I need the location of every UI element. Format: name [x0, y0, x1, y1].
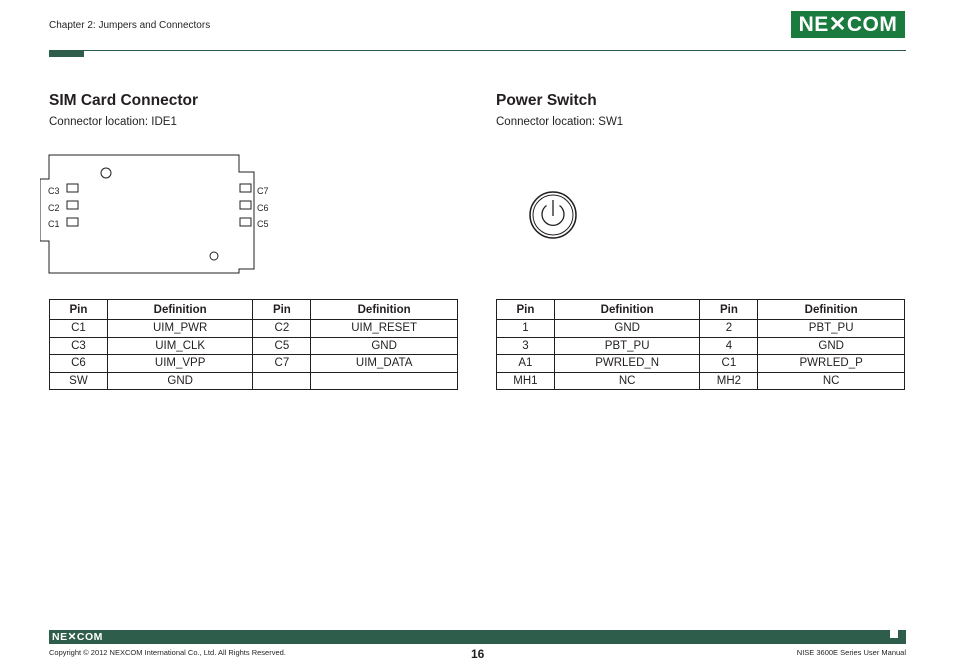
sim-pin-table: [49, 299, 458, 390]
table-row: [497, 337, 905, 355]
table-header-cell: Definition: [554, 300, 700, 320]
table-cell: GND: [107, 372, 253, 390]
page-number: 16: [471, 647, 485, 661]
table-cell: C1: [700, 355, 758, 373]
table-cell: C6: [50, 355, 108, 373]
table-header-row: [497, 300, 905, 320]
table-cell: A1: [497, 355, 555, 373]
table-cell: 4: [700, 337, 758, 355]
table-cell: UIM_PWR: [107, 320, 253, 338]
table-cell: PBT_PU: [758, 320, 905, 338]
table-row: [50, 320, 458, 338]
manual-title: NISE 3600E Series User Manual: [796, 648, 906, 657]
table-header-cell: Definition: [311, 300, 458, 320]
table-cell: [311, 372, 458, 390]
header-accent: [49, 50, 84, 57]
power-location: Connector location: SW1: [496, 116, 624, 128]
table-cell: 3: [497, 337, 555, 355]
table-cell: UIM_DATA: [311, 355, 458, 373]
footer-logo: NE✕COM: [52, 631, 103, 643]
table-header-cell: Pin: [700, 300, 758, 320]
sim-heading: SIM Card Connector: [49, 92, 198, 109]
sim-left-pads: [67, 184, 78, 226]
table-cell: C1: [50, 320, 108, 338]
table-cell: UIM_CLK: [107, 337, 253, 355]
footer-square-decoration: [890, 630, 898, 638]
table-row: [497, 320, 905, 338]
sim-mounting-hole-top: [101, 168, 111, 178]
table-header-cell: Definition: [107, 300, 253, 320]
sim-pin-label: C1: [48, 219, 60, 229]
table-cell: MH1: [497, 372, 555, 390]
footer-bar: [49, 630, 906, 644]
table-cell: MH2: [700, 372, 758, 390]
table-cell: C7: [253, 355, 311, 373]
chapter-title: Chapter 2: Jumpers and Connectors: [49, 20, 211, 31]
table-header-cell: Pin: [50, 300, 108, 320]
table-cell: PBT_PU: [554, 337, 700, 355]
table-cell: PWRLED_P: [758, 355, 905, 373]
table-cell: UIM_VPP: [107, 355, 253, 373]
power-icon: [528, 190, 580, 242]
sim-pin-label: C7: [257, 186, 269, 196]
sim-pin-label: C2: [48, 203, 60, 213]
sim-pin-label: C5: [257, 219, 269, 229]
header-rule: [49, 50, 906, 51]
table-row: [50, 372, 458, 390]
table-cell: UIM_RESET: [311, 320, 458, 338]
table-row: [497, 355, 905, 373]
sim-location: Connector location: IDE1: [49, 116, 177, 128]
table-row: [50, 337, 458, 355]
table-cell: SW: [50, 372, 108, 390]
table-cell: NC: [554, 372, 700, 390]
sim-mounting-hole-bottom: [210, 252, 218, 260]
table-cell: 1: [497, 320, 555, 338]
footer-square-decoration: [899, 638, 906, 644]
table-cell: GND: [554, 320, 700, 338]
table-row: [50, 355, 458, 373]
table-cell: NC: [758, 372, 905, 390]
table-header-cell: Pin: [253, 300, 311, 320]
table-cell: C2: [253, 320, 311, 338]
power-heading: Power Switch: [496, 92, 597, 109]
table-cell: C3: [50, 337, 108, 355]
table-header-cell: Pin: [497, 300, 555, 320]
table-cell: GND: [758, 337, 905, 355]
sim-pin-label: C3: [48, 186, 60, 196]
table-cell: [253, 372, 311, 390]
table-row: [497, 372, 905, 390]
table-header-row: [50, 300, 458, 320]
sim-connector-diagram: [40, 150, 280, 280]
nexcom-logo: NE✕COM: [791, 11, 905, 38]
copyright-text: Copyright © 2012 NEXCOM International Co., Ltd. All Rights Reserved.: [49, 648, 286, 657]
table-cell: PWRLED_N: [554, 355, 700, 373]
table-header-cell: Definition: [758, 300, 905, 320]
table-cell: 2: [700, 320, 758, 338]
power-pin-table: [496, 299, 905, 390]
sim-pin-label: C6: [257, 203, 269, 213]
table-cell: GND: [311, 337, 458, 355]
table-cell: C5: [253, 337, 311, 355]
sim-right-pads: [240, 184, 251, 226]
